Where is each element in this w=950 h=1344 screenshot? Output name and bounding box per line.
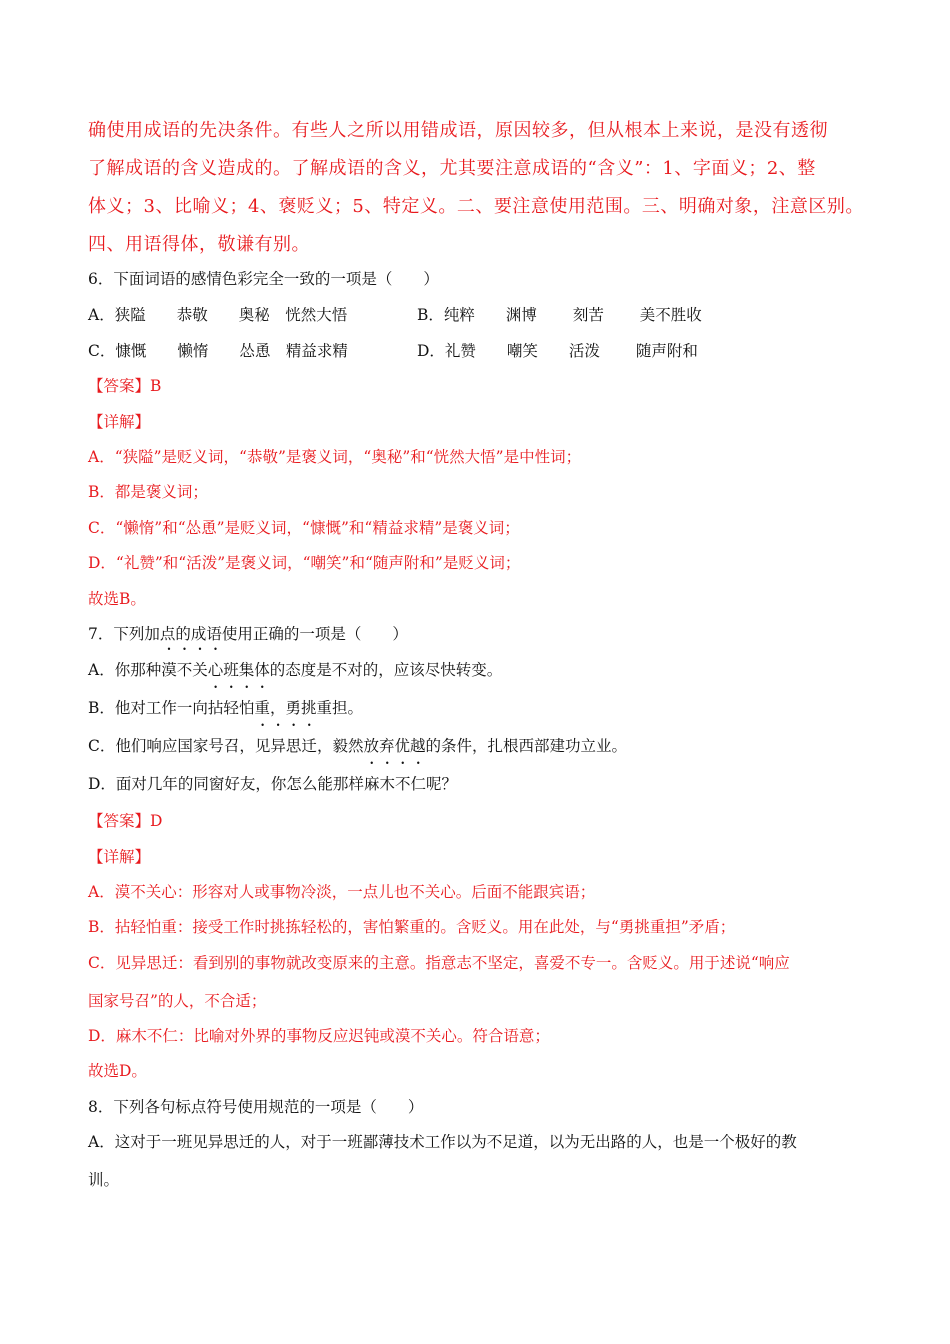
q7-option-d [88,772,457,794]
q7-option-c-idiom [255,737,317,755]
q6-detail-label: 【详解】 [88,413,151,431]
q7-option-a-after: 班集体的态度是不对的，应该尽快转变。 [223,661,503,679]
emphasis-char: 异 [270,737,286,755]
q6-answer: 【答案】B [88,377,162,395]
q7-option-b-before: B．他对工作一向 [88,699,208,717]
q6-detail-c: C．“懒惰”和“怂恿”是贬义词，“慷慨”和“精益求精”是褒义词； [88,519,520,537]
emphasis-char: 重 [254,699,270,717]
q8-stem: 8．下列各句标点符号使用规范的一项是（ ） [88,1098,424,1116]
emphasis-char: 关 [192,661,208,679]
intro-line-1: 确使用成语的先决条件。有些人之所以用错成语，原因较多，但从根本上来说，是没有透彻 [88,120,828,141]
q7-option-c [88,734,627,756]
q7-detail-c: C．见异思迁：看到别的事物就改变原来的主意。指意志不坚定，喜爱不专一。含贬义。用于述说“响应 [88,954,790,972]
intro-line-4: 四、用语得体，敬谦有别。 [88,234,310,255]
intro-line-2: 了解成语的含义造成的。了解成语的含义，尤其要注意成语的“含义”：1、字面义；2、整 [88,158,816,179]
q7-option-b-after: ，勇挑重担。 [269,699,363,717]
emphasis-char: 不 [176,661,193,679]
q7-option-a-idiom [161,661,223,679]
q7-detail-d: D．麻木不仁：比喻对外界的事物反应迟钝或漠不关心。符合语意； [88,1027,550,1045]
emphasis-char: 思 [285,737,302,755]
emphasis-char: 拈 [207,699,224,717]
emphasis-char: 漠 [161,661,177,679]
q7-conclusion: 故选D。 [88,1062,147,1080]
q6-option-d: D．礼赞 嘲笑 活泼 随声附和 [417,342,698,360]
emphasis-char: 心 [207,661,224,679]
q7-option-d-after: 呢？ [426,775,458,793]
emphasis-char: 见 [254,737,271,755]
q7-option-d-before: D．面对几年的同窗好友，你怎么能那样 [88,775,364,793]
q6-detail-b: B．都是褒义词； [88,483,208,501]
emphasis-char: 木 [379,775,395,793]
q7-stem: 7．下列加点的成语使用正确的一项是（ ） [88,625,408,643]
q6-option-c: C．慷慨 懒惰 怂恿 精益求精 [88,342,348,360]
q7-detail-b: B．拈轻怕重：接受工作时挑拣轻松的，害怕繁重的。含贬义。用在此处，与“勇挑重担”矛盾； [88,918,736,936]
q7-option-b [88,696,363,718]
emphasis-char: 仁 [410,775,426,793]
emphasis-char: 迁 [301,737,317,755]
q6-conclusion: 故选B。 [88,590,146,608]
q6-option-b: B．纯粹 渊博 刻苦 美不胜收 [417,306,702,324]
q8-option-a: A．这对于一班见异思迁的人，对于一班鄙薄技术工作以为不足道，以为无出路的人，也是一个极好的教 [88,1133,797,1151]
q7-option-c-after: ，毅然放弃优越的条件，扎根西部建功立业。 [316,737,627,755]
intro-line-3: 体义；3、比喻义；4、褒贬义；5、特定义。二、要注意使用范围。三、明确对象，注意区别。 [88,196,864,217]
emphasis-char: 麻 [363,775,380,793]
q7-option-d-idiom [364,775,426,793]
q6-detail-a: A．“狭隘”是贬义词，“恭敬”是褒义词，“奥秘”和“恍然大悟”是中性词； [88,448,582,466]
q7-detail-label: 【详解】 [88,848,151,866]
emphasis-char: 轻 [223,699,239,717]
q7-option-b-idiom [208,699,270,717]
q6-detail-d: D．“礼赞”和“活泼”是褒义词，“嘲笑”和“随声附和”是贬义词； [88,554,521,572]
q6-stem: 6．下面词语的感情色彩完全一致的一项是（ ） [88,270,439,288]
q7-option-a-before: A．你那种 [88,661,162,679]
q7-option-c-before: C．他们响应国家号召， [88,737,255,755]
emphasis-char: 不 [394,775,411,793]
q7-detail-a: A．漠不关心：形容对人或事物冷淡，一点儿也不关心。后面不能跟宾语； [88,883,596,901]
q7-detail-c-cont: 国家号召”的人，不合适； [88,992,267,1010]
q7-answer: 【答案】D [88,812,163,830]
q7-option-a [88,658,502,680]
emphasis-char: 怕 [238,699,255,717]
q8-option-a-cont: 训。 [88,1171,120,1189]
q6-option-a: A．狭隘 恭敬 奥秘 恍然大悟 [88,306,348,324]
